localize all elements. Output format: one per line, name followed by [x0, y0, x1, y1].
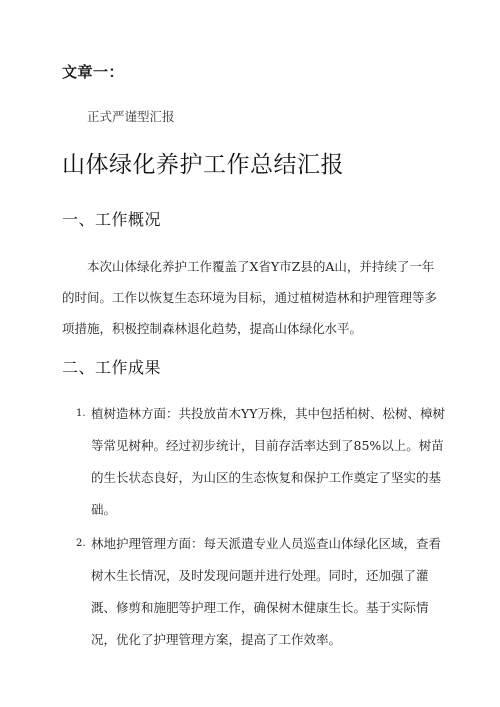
list-item-text: 林地护理管理方面：每天派遣专业人员巡查山体绿化区域，查看树木生长情况，及时发现问题并进行处理。同时，还加强了灌溉、修剪和施肥等护理工作，确保树木健康生长。基于实际情况，优化了护理管理方案，提高了工作效率。: [91, 536, 442, 647]
article-label: 文章一：: [62, 63, 125, 81]
section-heading-results: 二、工作成果: [62, 358, 162, 377]
list-item-number: 1.: [76, 408, 86, 419]
list-item-text: 植树造林方面：共投放苗木YY万株，其中包括柏树、松树、樟树等常见树种。经过初步统计，目前存活率达到了85%以上。树苗的生长状态良好，为山区的生态恢复和保护工作奠定了坚实的基础。: [91, 406, 446, 517]
subtitle: 正式严谨型汇报: [87, 109, 175, 124]
section-heading-overview: 一、工作概况: [62, 210, 162, 229]
document-title: 山体绿化养护工作总结汇报: [62, 152, 344, 178]
overview-paragraph: 本次山体绿化养护工作覆盖了X省Y市Z县的A山，并持续了一年的时间。工作以恢复生态环境为目标，通过植树造林和护理管理等多项措施，积极控制森林退化趋势，提高山体绿化水平。: [62, 259, 438, 336]
list-item-number: 2.: [76, 538, 86, 549]
